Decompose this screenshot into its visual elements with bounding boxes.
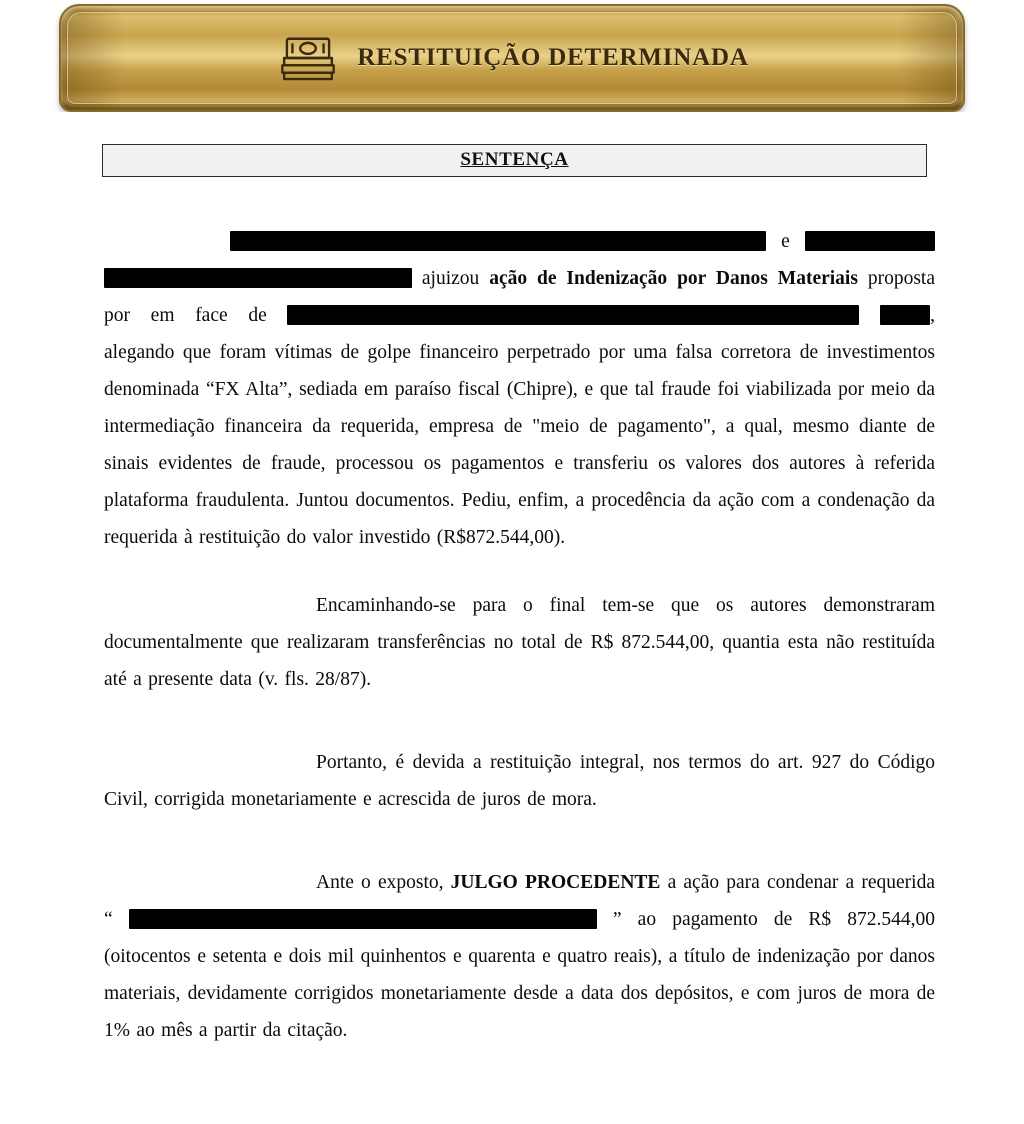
sentence-header-box — [102, 144, 927, 177]
paragraph: e ajuizou ação de Indenização por Danos Materiais proposta por em face de , alegando que foram vítimas de golpe financeiro perpetrado por uma falsa corretora de investimentos denominada “FX Alta”, sediada em paraíso fiscal (Chipre), e que tal fraude foi viabilizada por meio da intermediação financeira da requerida, empresa de "meio de pagamento", a qual, mesmo diante de sinais evidentes de fraude, processou os pagamentos e transferiu os valores dos autores à referida plataforma fraudulenta. Juntou documentos. Pediu, enfim, a procedência da ação com a condenação da requerida à restituição do valor investido (R$872.544,00). — [104, 231, 935, 548]
redaction-bar — [287, 305, 859, 325]
redaction-bar — [805, 231, 935, 251]
redaction-bar — [880, 305, 930, 325]
money-stack-icon — [275, 31, 341, 85]
paragraph: Portanto, é devida a restituição integral, nos termos do art. 927 do Código Civil, corrigida monetariamente e acrescida de juros de mora. — [104, 752, 935, 810]
bold-text: JULGO PROCEDENTE — [450, 872, 661, 893]
banner-title: RESTITUIÇÃO DETERMINADA — [357, 44, 749, 71]
redaction-bar — [129, 909, 597, 929]
redaction-bar — [104, 268, 412, 288]
document-page — [0, 112, 1024, 1124]
banner — [59, 4, 965, 112]
paragraph: Ante o exposto, JULGO PROCEDENTE a ação para condenar a requerida “ ” ao pagamento de R$ 872.544,00 (oitocentos e setenta e dois mil quinhentos e quarenta e quatro reais), a título de indenização por danos materiais, devidamente corrigidos monetariamente desde a data dos depósitos, e com juros de mora de 1% ao mês a partir da citação. — [104, 872, 935, 1041]
paragraph: Encaminhando-se para o final tem-se que os autores demonstraram documentalmente que realizaram transferências no total de R$ 872.544,00, quantia esta não restituída até a presente data (v. fls. 28/87). — [104, 595, 935, 690]
redaction-bar — [230, 231, 766, 251]
bold-text: ação de Indenização por Danos Materiais — [489, 268, 858, 289]
document-body — [104, 223, 935, 1049]
sentence-header-title: SENTENÇA — [460, 149, 569, 170]
